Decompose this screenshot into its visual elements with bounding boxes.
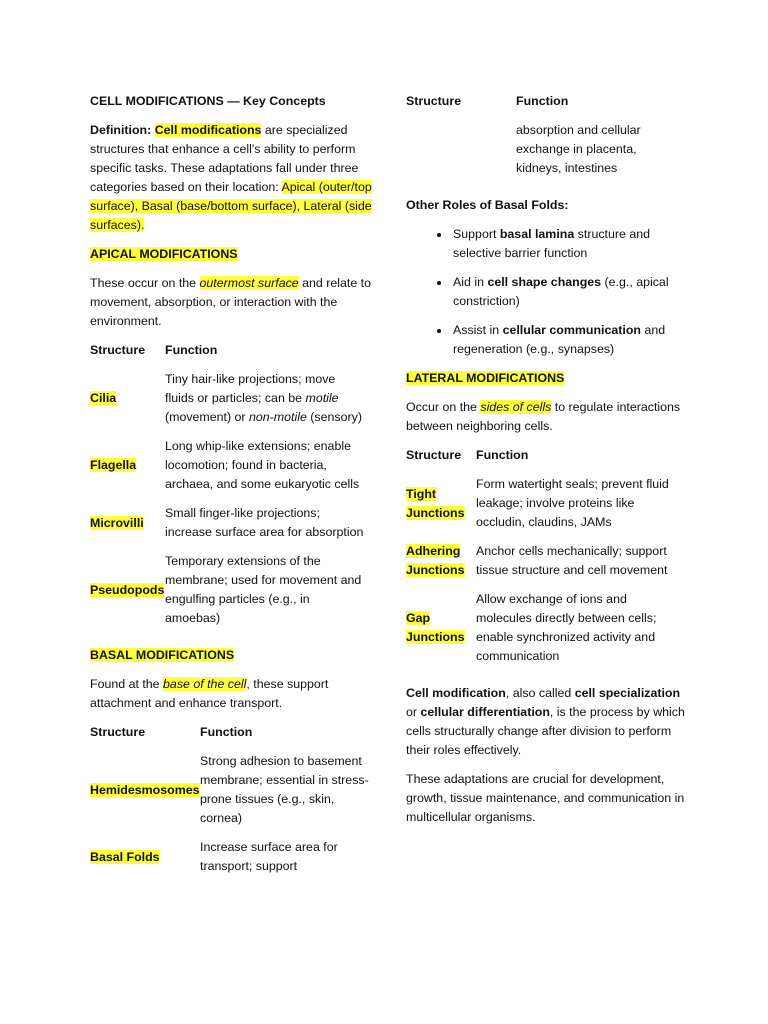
function-cell: Allow exchange of ions and molecules directly between cells; enable synchronized activity and communication <box>476 592 657 663</box>
structure-cell: Hemidesmosomes <box>90 782 200 797</box>
col-header-structure: Structure <box>406 448 462 462</box>
function-cell: Long whip-like extensions; enable locomotion; found in bacteria, archaea, and some eukaryotic cells <box>165 439 360 491</box>
definition-label: Definition: <box>90 123 152 137</box>
table-header-row <box>406 446 681 475</box>
closing-paragraph: These adaptations are crucial for development, growth, tissue maintenance, and communication in multicellular organisms. <box>406 772 685 824</box>
table-row <box>90 838 370 886</box>
apical-intro: These occur on the outermost surface and relate to movement, absorption, or interaction with the environment. <box>90 276 372 328</box>
definition-term: Cell modifications <box>154 123 262 137</box>
other-roles-title: Other Roles of Basal Folds: <box>406 198 569 212</box>
table-header-row <box>90 341 365 370</box>
table-row <box>406 590 681 676</box>
structure-cell: Flagella <box>90 458 137 472</box>
list-item: • Support basal lamina structure and selective barrier function <box>451 225 686 263</box>
function-cell: Strong adhesion to basement membrane; essential in stress-prone tissues (e.g., skin, cornea) <box>200 754 369 825</box>
list-item: • Assist in cellular communication and regeneration (e.g., synapses) <box>451 321 686 359</box>
definition-categories: Apical (outer/top surface), Basal (base/bottom surface), Lateral (side surfaces). <box>90 180 372 232</box>
table-header-row <box>406 92 681 121</box>
page-title: CELL MODIFICATIONS — Key Concepts <box>90 94 326 108</box>
definition-text: are specialized structures that enhance a cell's ability to perform specific tasks. These adaptations fall under three categories based on their location: <box>90 123 359 194</box>
summary-paragraph: Cell modification, also called cell specialization or cellular differentiation, is the process by which cells structurally change after division to perform their roles effectively. <box>406 686 685 757</box>
table-row <box>406 121 681 188</box>
lateral-table <box>406 446 681 676</box>
structure-cell: Pseudopods <box>90 582 165 597</box>
col-header-structure: Structure <box>406 94 462 108</box>
table-header-row <box>90 723 370 752</box>
definition-paragraph <box>90 121 375 235</box>
structure-cell: Microvilli <box>90 515 144 530</box>
structure-cell: Tight Junctions <box>406 486 465 520</box>
left-column <box>90 92 375 894</box>
structure-cell: Cilia <box>90 391 117 405</box>
table-row <box>90 552 365 638</box>
table-row <box>406 475 681 542</box>
function-cell: Tiny hair-like projections; move fluids or particles; can be motile (movement) or non-motile (sensory) <box>165 372 362 424</box>
function-cell: Temporary extensions of the membrane; used for movement and engulfing particles (e.g., in amoebas) <box>165 554 362 625</box>
table-row <box>90 504 365 552</box>
function-cell: Form watertight seals; prevent fluid leakage; involve proteins like occludin, claudins, JAMs <box>476 477 669 529</box>
list-item: • Aid in cell shape changes (e.g., apical constriction) <box>451 273 686 311</box>
col-header-structure: Structure <box>90 343 146 357</box>
lateral-heading: LATERAL MODIFICATIONS <box>406 371 565 385</box>
col-header-function: Function <box>200 725 253 739</box>
table-row <box>406 542 681 590</box>
right-column <box>406 92 686 837</box>
structure-cell: Basal Folds <box>90 849 160 864</box>
col-header-function: Function <box>165 343 218 357</box>
apical-table <box>90 341 365 638</box>
basal-intro: Found at the base of the cell, these support attachment and enhance transport. <box>90 677 329 710</box>
col-header-function: Function <box>516 94 569 108</box>
structure-cell: Gap Junctions <box>406 611 465 644</box>
col-header-structure: Structure <box>90 725 146 739</box>
function-cell: Anchor cells mechanically; support tissue structure and cell movement <box>476 544 668 577</box>
col-header-function: Function <box>476 448 529 462</box>
table-row <box>90 752 370 838</box>
table-row <box>90 370 365 437</box>
function-cell: Increase surface area for transport; support <box>200 840 338 873</box>
lateral-intro: Occur on the sides of cells to regulate interactions between neighboring cells. <box>406 400 681 433</box>
basal-table <box>90 723 370 886</box>
basal-heading: BASAL MODIFICATIONS <box>90 648 235 662</box>
table-row <box>90 437 365 504</box>
function-cell: Small finger-like projections; increase surface area for absorption <box>165 506 364 539</box>
structure-cell <box>406 121 516 188</box>
apical-heading: APICAL MODIFICATIONS <box>90 247 238 261</box>
structure-cell: Adhering Junctions <box>406 544 465 577</box>
basal-table-continued <box>406 92 681 188</box>
other-roles-list <box>406 225 686 359</box>
function-cell: absorption and cellular exchange in placenta, kidneys, intestines <box>516 123 641 175</box>
